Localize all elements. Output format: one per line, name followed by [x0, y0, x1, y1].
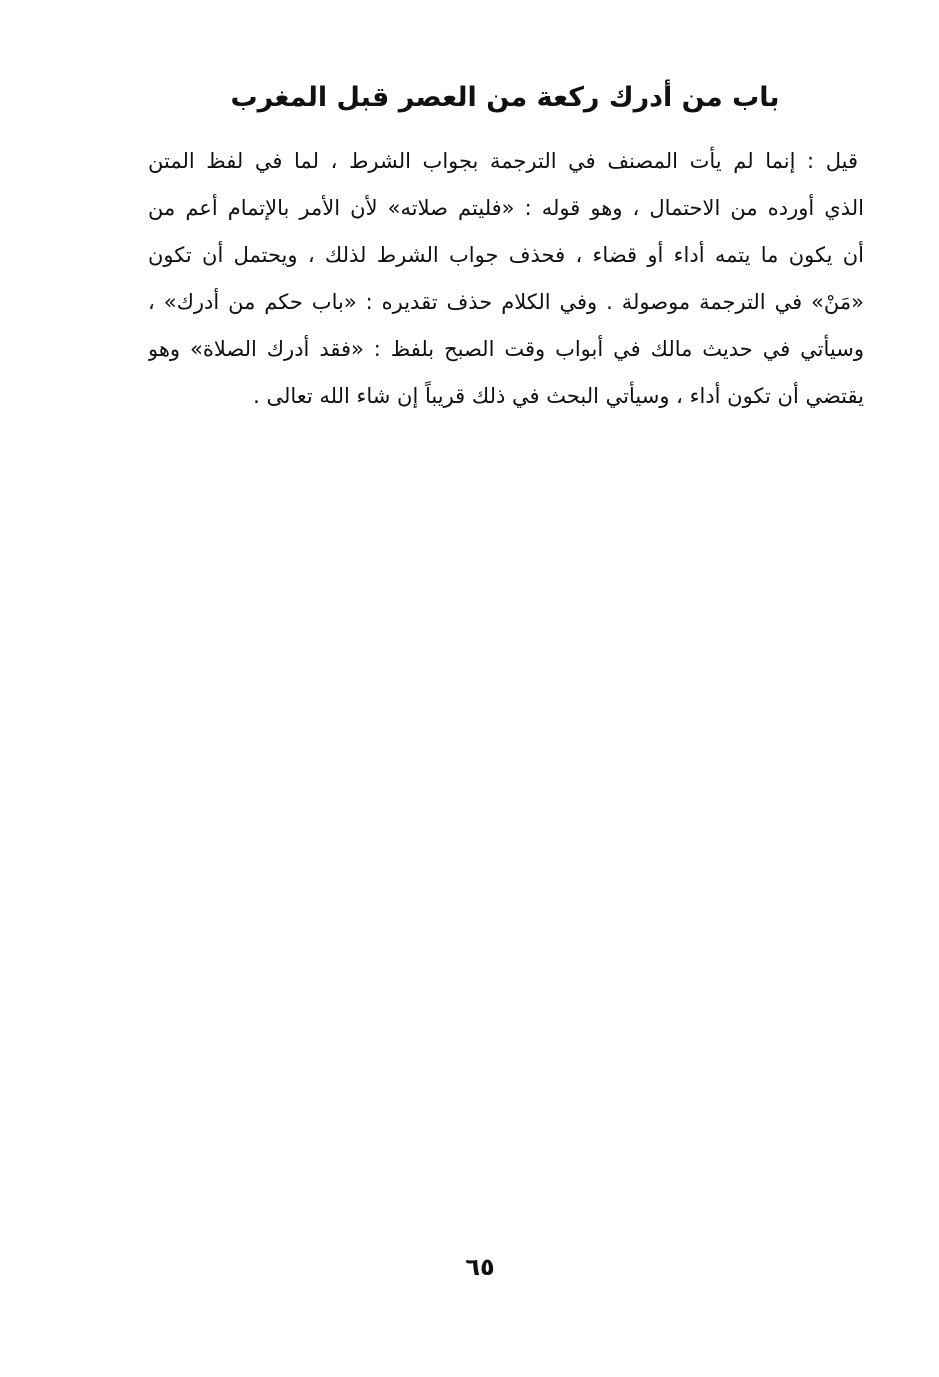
paragraph-line-4: «مَنْ» في الترجمة موصولة . وفي الكلام حذف تقديره : «باب حكم من أدرك» ،: [148, 290, 864, 314]
body-paragraph: [148, 138, 864, 420]
paragraph-line-2: الذي أورده من الاحتمال ، وهو قوله : «فليتم صلاته» لأن الأمر بالإتمام أعم من: [148, 196, 864, 220]
page-number: ٦٥: [465, 1253, 495, 1281]
paragraph-line-1: قيل : إنما لم يأت المصنف في الترجمة بجواب الشرط ، لما في لفظ المتن: [148, 149, 858, 173]
paragraph-line-3: أن يكون ما يتمه أداء أو قضاء ، فحذف جواب الشرط لذلك ، ويحتمل أن تكون: [148, 243, 864, 267]
paragraph-line-6: يقتضي أن تكون أداء ، وسيأتي البحث في ذلك قريباً إن شاء الله تعالى .: [253, 384, 864, 408]
paragraph-line-5: وسيأتي في حديث مالك في أبواب وقت الصبح بلفظ : «فقد أدرك الصلاة» وهو: [148, 337, 864, 361]
chapter-heading: باب من أدرك ركعة من العصر قبل المغرب: [230, 82, 780, 113]
